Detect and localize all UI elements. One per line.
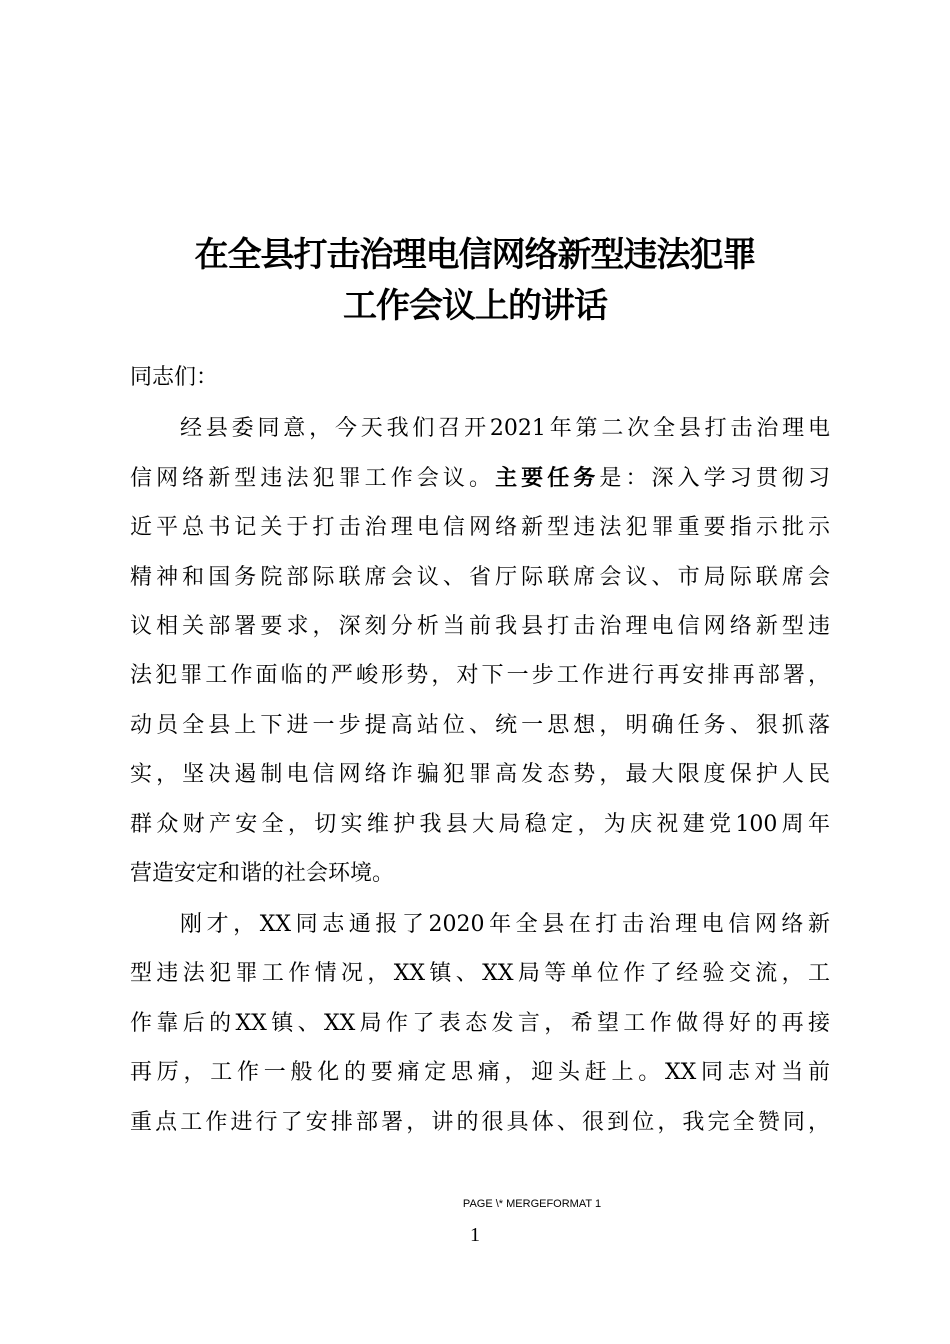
paragraph-2-line-5: 重点工作进行了安排部署，讲的很具体、很到位，我完全赞同， <box>130 1110 830 1135</box>
paragraph-2-line-4: 再厉，工作一般化的要痛定思痛，迎头赶上。XX同志对当前 <box>130 1060 830 1085</box>
paragraph-2-line-2: 型违法犯罪工作情况，XX镇、XX局等单位作了经验交流，工 <box>130 961 830 986</box>
paragraph-2-line-3: 作靠后的XX镇、XX局作了表态发言，希望工作做得好的再接 <box>130 1011 830 1036</box>
paragraph-1-line-9: 群众财产安全，切实维护我县大局稳定，为庆祝建党100周年 <box>130 812 830 837</box>
paragraph-1-line-3: 近平总书记关于打击治理电信网络新型违法犯罪重要指示批示 <box>130 515 830 540</box>
salutation: 同志们： <box>130 365 219 390</box>
emphasis-text: 主要任务 <box>495 466 600 491</box>
paragraph-1-line-10: 营造安定和谐的社会环境。 <box>130 861 395 886</box>
paragraph-1-line-7: 动员全县上下进一步提高站位、统一思想，明确任务、狠抓落 <box>130 713 830 738</box>
page-number: 1 <box>470 1224 480 1246</box>
paragraph-1-line-5: 议相关部署要求，深刻分析当前我县打击治理电信网络新型违 <box>130 614 830 639</box>
paragraph-text: 信网络新型违法犯罪工作会议。 <box>130 466 496 491</box>
paragraph-1-line-6: 法犯罪工作面临的严峻形势，对下一步工作进行再安排再部署， <box>130 663 830 688</box>
page-field-code: PAGE \* MERGEFORMAT 1 <box>462 1198 602 1210</box>
paragraph-1-line-2 <box>130 464 830 494</box>
page-title-line-2: 工作会议上的讲话 <box>343 286 607 326</box>
paragraph-text: 是：深入学习贯彻习 <box>599 466 830 491</box>
paragraph-1-line-1: 经县委同意，今天我们召开2021年第二次全县打击治理电 <box>180 416 830 441</box>
page-title-line-1: 在全县打击治理电信网络新型违法犯罪 <box>194 235 756 275</box>
paragraph-2-line-1: 刚才，XX同志通报了2020年全县在打击治理电信网络新 <box>180 912 830 937</box>
paragraph-1-line-4: 精神和国务院部际联席会议、省厅际联席会议、市局际联席会 <box>130 565 830 590</box>
paragraph-1-line-8: 实，坚决遏制电信网络诈骗犯罪高发态势，最大限度保护人民 <box>130 762 830 787</box>
